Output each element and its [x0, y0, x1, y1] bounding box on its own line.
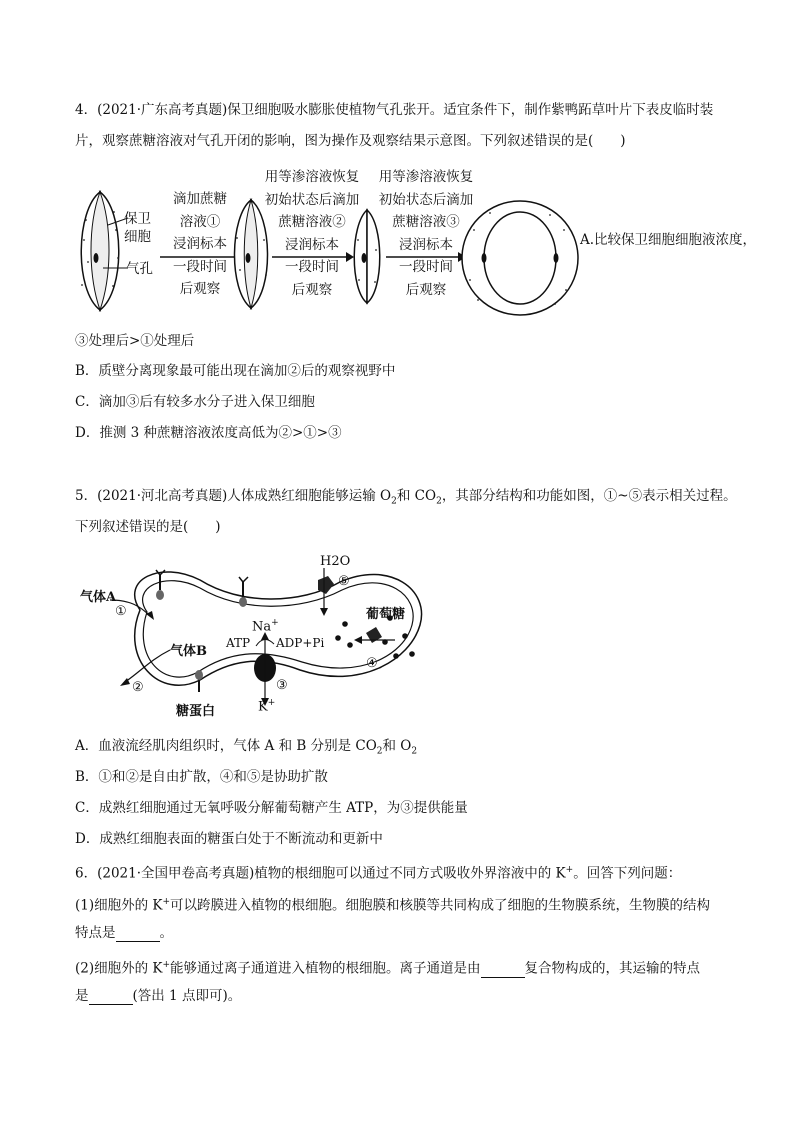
- q4-stem-line2: 片，观察蔗糖溶液对气孔开闭的影响，图为操作及观察结果示意图。下列叙述错误的是( ): [75, 133, 626, 149]
- q6-part2-line1: (2)细胞外的 K+能够通过离子通道进入植物的根细胞。离子通道是由 复合物构成的，其运输的特点: [75, 960, 701, 977]
- label-h2o: H2O: [320, 554, 351, 569]
- answer-blank-2[interactable]: [481, 963, 525, 978]
- label-glycoprotein: 糖蛋白: [176, 704, 216, 719]
- q6-stem: 6．(2021·全国甲卷高考真题)植物的根细胞可以通过不同方式吸收外界溶液中的 K+。回答下列问题：: [75, 865, 682, 882]
- q5-option-b: B．①和②是自由扩散，④和⑤是协助扩散: [75, 769, 328, 785]
- q4-option-b: B．质壁分离现象最可能出现在滴加②后的观察视野中: [75, 363, 396, 379]
- q5-option-c: C．成熟红细胞通过无氧呼吸分解葡萄糖产生 ATP，为③提供能量: [75, 800, 468, 816]
- label-n5: ⑤: [338, 574, 350, 589]
- q6-part1-line2: 特点是 。: [75, 925, 173, 941]
- q4-option-d: D．推测 3 种蔗糖溶液浓度高低为②>①>③: [75, 425, 342, 441]
- answer-blank-1[interactable]: [116, 927, 160, 942]
- label-gas-b: 气体B: [170, 644, 207, 659]
- step2-text: 用等渗溶液恢复 初始状态后滴加 蔗糖溶液② 浸润标本 一段时间 后观察: [264, 169, 360, 298]
- label-guard-cell: 保卫 细胞: [124, 211, 151, 245]
- label-k: K+: [258, 698, 276, 715]
- label-stoma: 气孔: [126, 261, 153, 277]
- q5-stem-line2: 下列叙述错误的是( ): [75, 519, 221, 535]
- q5-stem-line1: 5．(2021·河北高考真题)人体成熟红细胞能够运输 $O_2$和 $CO_2$，其部分结构和功能如图，①~⑤表示相关过程。: [75, 488, 737, 507]
- q4-option-a-part1: A.比较保卫细胞细胞液浓度，: [580, 232, 757, 248]
- label-adp: ADP+Pi: [276, 636, 325, 650]
- q4-stem-line1: 4．(2021·广东高考真题)保卫细胞吸水膨胀使植物气孔张开。适宜条件下，制作紫鸭跖草叶片下表皮临时装: [75, 102, 714, 118]
- label-n2: ②: [132, 680, 144, 695]
- step1-text: 滴加蔗糖 溶液① 浸润标本 一段时间 后观察: [173, 191, 227, 297]
- q5-option-a: A．血液流经肌肉组织时，气体 A 和 B 分别是 $CO_2$和 $O_2$: [75, 738, 418, 757]
- label-na: Na+: [252, 618, 279, 635]
- label-n4: ④: [366, 656, 378, 671]
- label-glucose: 葡萄糖: [366, 607, 406, 622]
- q6-part1-line1: (1)细胞外的 K+可以跨膜进入植物的根细胞。细胞膜和核膜等共同构成了细胞的生物膜系统，生物膜的结构: [75, 897, 711, 914]
- answer-blank-3[interactable]: [89, 990, 133, 1005]
- label-gas-a: 气体A: [80, 590, 117, 605]
- label-n3: ③: [276, 678, 288, 693]
- q4-option-c: C．滴加③后有较多水分子进入保卫细胞: [75, 394, 315, 410]
- q6-part2-line2: 是 (答出 1 点即可)。: [75, 988, 242, 1004]
- label-n1: ①: [115, 604, 127, 619]
- q4-option-a-part2: ③处理后>①处理后: [75, 333, 195, 349]
- step3-text: 用等渗溶液恢复 初始状态后滴加 蔗糖溶液③ 浸润标本 一段时间 后观察: [378, 169, 474, 298]
- label-atp: ATP: [226, 636, 251, 650]
- q5-option-d: D．成熟红细胞表面的糖蛋白处于不断流动和更新中: [75, 831, 383, 847]
